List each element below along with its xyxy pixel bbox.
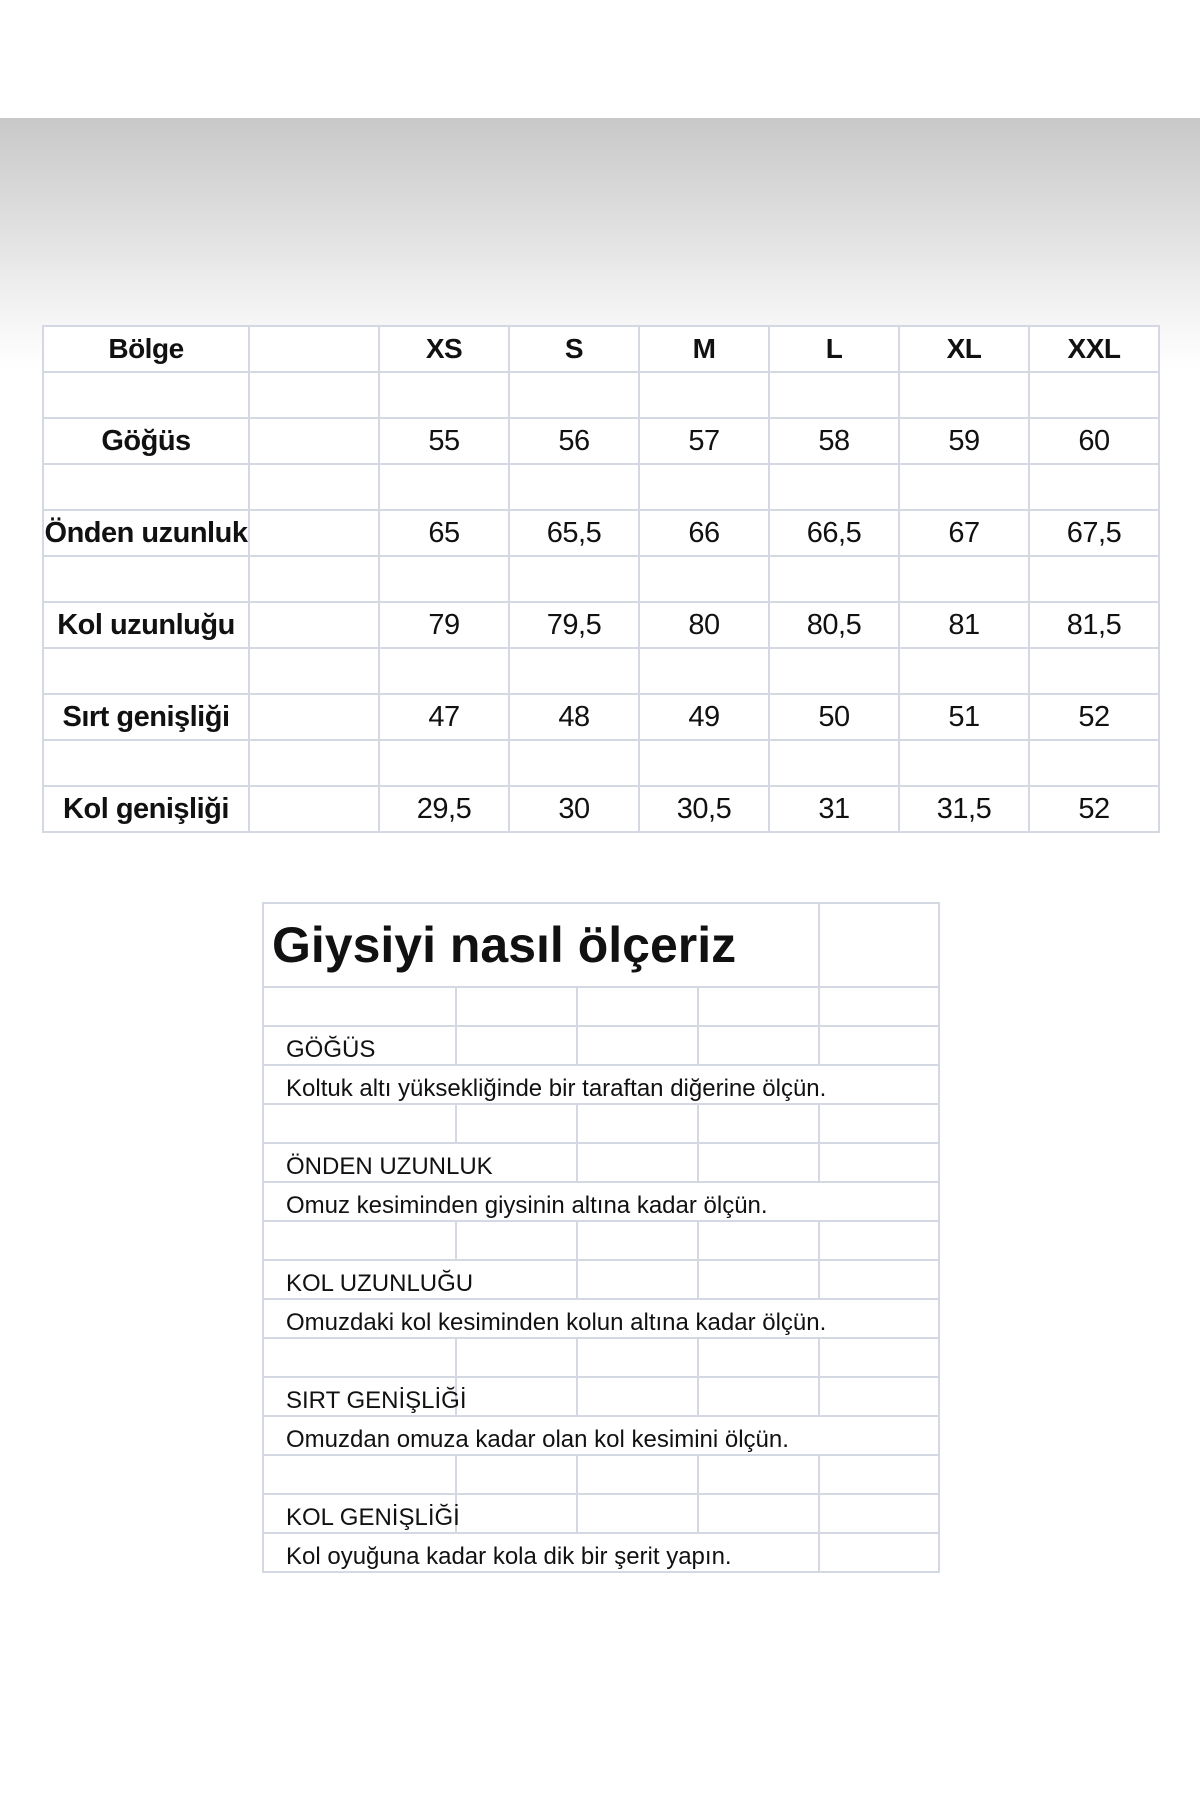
size-value: 29,5 [379, 786, 509, 832]
size-value: 49 [639, 694, 769, 740]
size-value: 56 [509, 418, 639, 464]
guide-text: Kol oyuğuna kadar kola dik bir şerit yapın. [263, 1533, 819, 1572]
size-value: 79,5 [509, 602, 639, 648]
guide-text-row [263, 1182, 939, 1221]
guide-label: KOL UZUNLUĞU [263, 1260, 577, 1299]
guide-text: Koltuk altı yüksekliğinde bir taraftan diğerine ölçün. [263, 1065, 939, 1104]
empty-cell [249, 326, 379, 372]
row-label: Kol uzunluğu [43, 602, 249, 648]
row-label: Önden uzunluk [43, 510, 249, 556]
size-value: 79 [379, 602, 509, 648]
empty-cell [249, 602, 379, 648]
size-header-s: S [509, 326, 639, 372]
size-value: 59 [899, 418, 1029, 464]
size-value: 48 [509, 694, 639, 740]
guide-title: Giysiyi nasıl ölçeriz [263, 903, 819, 987]
guide-label: KOL GENİŞLİĞİ [263, 1494, 456, 1533]
size-value: 66 [639, 510, 769, 556]
spacer-row [43, 740, 1159, 786]
table-row [43, 602, 1159, 648]
size-chart-header-row [43, 326, 1159, 372]
size-header-l: L [769, 326, 899, 372]
guide-text-row [263, 1065, 939, 1104]
size-value: 65,5 [509, 510, 639, 556]
size-value: 81 [899, 602, 1029, 648]
guide-label-row [263, 1026, 939, 1065]
empty-cell [819, 903, 939, 987]
size-value: 81,5 [1029, 602, 1159, 648]
guide-title-row [263, 903, 939, 987]
size-value: 52 [1029, 694, 1159, 740]
size-value: 57 [639, 418, 769, 464]
guide-label-row [263, 1143, 939, 1182]
size-value: 30,5 [639, 786, 769, 832]
size-value: 80,5 [769, 602, 899, 648]
guide-label-row [263, 1494, 939, 1533]
size-chart-table [42, 325, 1160, 833]
guide-text-row [263, 1533, 939, 1572]
size-value: 66,5 [769, 510, 899, 556]
size-value: 58 [769, 418, 899, 464]
empty-cell [249, 418, 379, 464]
size-value: 30 [509, 786, 639, 832]
spacer-row [43, 556, 1159, 602]
table-row [43, 694, 1159, 740]
table-row [43, 418, 1159, 464]
size-value: 31,5 [899, 786, 1029, 832]
size-value: 55 [379, 418, 509, 464]
guide-text: Omuzdaki kol kesiminden kolun altına kadar ölçün. [263, 1299, 939, 1338]
size-header-m: M [639, 326, 769, 372]
empty-cell [249, 510, 379, 556]
size-value: 52 [1029, 786, 1159, 832]
size-value: 67,5 [1029, 510, 1159, 556]
spacer-row [263, 1455, 939, 1494]
table-row [43, 510, 1159, 556]
guide-text: Omuzdan omuza kadar olan kol kesimini ölçün. [263, 1416, 939, 1455]
empty-cell [249, 786, 379, 832]
spacer-row [43, 648, 1159, 694]
size-value: 31 [769, 786, 899, 832]
row-label: Sırt genişliği [43, 694, 249, 740]
row-label: Göğüs [43, 418, 249, 464]
size-value: 50 [769, 694, 899, 740]
table-row [43, 786, 1159, 832]
size-value: 51 [899, 694, 1029, 740]
size-header-xl: XL [899, 326, 1029, 372]
row-label: Kol genişliği [43, 786, 249, 832]
guide-label: SIRT GENİŞLİĞİ [263, 1377, 456, 1416]
guide-text-row [263, 1416, 939, 1455]
size-value: 80 [639, 602, 769, 648]
spacer-row [43, 464, 1159, 510]
guide-label-row [263, 1377, 939, 1416]
spacer-row [263, 987, 939, 1026]
size-value: 67 [899, 510, 1029, 556]
size-value: 47 [379, 694, 509, 740]
size-header-xxl: XXL [1029, 326, 1159, 372]
size-value: 65 [379, 510, 509, 556]
guide-label: ÖNDEN UZUNLUK [263, 1143, 577, 1182]
size-value: 60 [1029, 418, 1159, 464]
region-header: Bölge [43, 326, 249, 372]
empty-cell [249, 694, 379, 740]
size-header-xs: XS [379, 326, 509, 372]
spacer-row [263, 1221, 939, 1260]
spacer-row [263, 1104, 939, 1143]
spacer-row [43, 372, 1159, 418]
guide-text-row [263, 1299, 939, 1338]
guide-text: Omuz kesiminden giysinin altına kadar ölçün. [263, 1182, 939, 1221]
guide-label-row [263, 1260, 939, 1299]
guide-label: GÖĞÜS [263, 1026, 456, 1065]
measure-guide-table [262, 902, 940, 1573]
spacer-row [263, 1338, 939, 1377]
